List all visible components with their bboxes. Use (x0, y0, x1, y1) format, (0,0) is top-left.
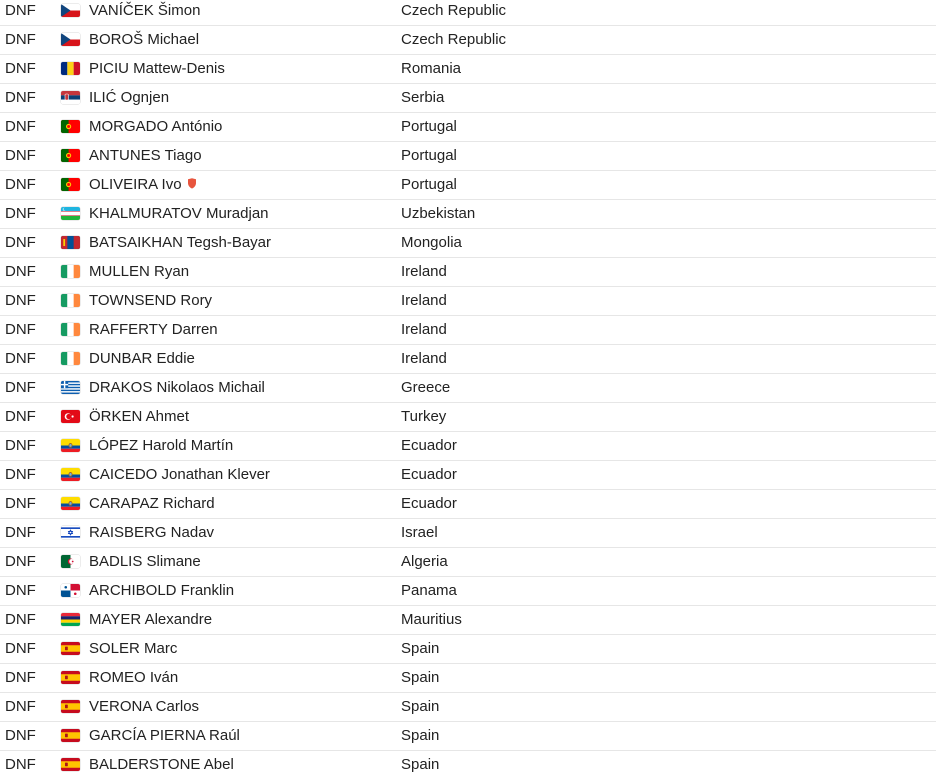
rider-name-link[interactable] (89, 345, 195, 373)
rank-cell: DNF (5, 756, 36, 773)
rank-cell: DNF (5, 147, 36, 164)
rider-name[interactable]: SOLER Marc (89, 640, 178, 657)
table-row (0, 751, 936, 773)
rider-name-link[interactable] (89, 751, 234, 773)
flag-rs-icon (61, 91, 80, 104)
country-cell: Ireland (401, 263, 447, 280)
rank-cell: DNF (5, 321, 36, 338)
flag-pt-icon (61, 178, 80, 191)
country-cell: Ecuador (401, 437, 457, 454)
rider-name-link[interactable] (89, 722, 240, 750)
table-row (0, 519, 936, 548)
flag-dz-icon (61, 555, 80, 568)
flag-ro-icon (61, 62, 80, 75)
country-cell: Uzbekistan (401, 205, 476, 222)
table-row (0, 577, 936, 606)
rider-name[interactable]: MORGADO António (89, 118, 223, 135)
rank-cell: DNF (5, 669, 36, 686)
rider-name[interactable]: CAICEDO Jonathan Klever (89, 466, 270, 483)
flag-es-icon (61, 671, 80, 684)
rider-name[interactable]: BOROŠ Michael (89, 31, 200, 48)
flag-ec-icon (61, 439, 80, 452)
rider-name-link[interactable] (89, 461, 270, 489)
rider-name[interactable]: VERONA Carlos (89, 698, 200, 715)
table-row (0, 403, 936, 432)
table-row (0, 490, 936, 519)
table-row (0, 345, 936, 374)
rider-name-link[interactable] (89, 374, 265, 402)
country-cell: Spain (401, 698, 440, 715)
country-cell: Czech Republic (401, 2, 507, 19)
rider-name-link[interactable] (89, 287, 212, 315)
rank-cell: DNF (5, 263, 36, 280)
flag-es-icon (61, 700, 80, 713)
rider-name-link[interactable] (89, 200, 269, 228)
rider-name-link[interactable] (89, 606, 212, 634)
rider-name[interactable]: KHALMURATOV Muradjan (89, 205, 269, 222)
flag-pa-icon (61, 584, 80, 597)
rider-name-link[interactable] (89, 432, 233, 460)
flag-mu-icon (61, 613, 80, 626)
table-row (0, 635, 936, 664)
rider-name-link[interactable] (89, 55, 225, 83)
country-cell: Romania (401, 60, 462, 77)
flag-es-icon (61, 642, 80, 655)
table-row (0, 258, 936, 287)
country-cell: Mauritius (401, 611, 462, 628)
rider-name[interactable]: ARCHIBOLD Franklin (89, 582, 235, 599)
table-row (0, 374, 936, 403)
country-cell: Spain (401, 727, 440, 744)
rider-name-link[interactable] (89, 84, 169, 112)
flag-uz-icon (61, 207, 80, 220)
table-row (0, 55, 936, 84)
country-cell: Spain (401, 640, 440, 657)
country-cell: Mongolia (401, 234, 462, 251)
flag-ie-icon (61, 352, 80, 365)
rider-name-link[interactable] (89, 229, 271, 257)
rider-name[interactable]: TOWNSEND Rory (89, 292, 213, 309)
rider-name[interactable]: ANTUNES Tiago (89, 147, 202, 164)
rank-cell: DNF (5, 176, 36, 193)
shield-icon (187, 178, 197, 189)
country-cell: Serbia (401, 89, 445, 106)
flag-pt-icon (61, 120, 80, 133)
rank-cell: DNF (5, 205, 36, 222)
rider-name-link[interactable] (89, 316, 218, 344)
table-row (0, 693, 936, 722)
table-row (0, 113, 936, 142)
rank-cell: DNF (5, 495, 36, 512)
rider-name-link[interactable] (89, 142, 202, 170)
rank-cell: DNF (5, 611, 36, 628)
rank-cell: DNF (5, 437, 36, 454)
rider-name[interactable]: RAFFERTY Darren (89, 321, 218, 338)
table-row (0, 664, 936, 693)
rider-name-link[interactable] (89, 490, 215, 518)
rank-cell: DNF (5, 553, 36, 570)
flag-mn-icon (61, 236, 80, 249)
rider-name[interactable]: GARCÍA PIERNA Raúl (89, 727, 240, 744)
rider-name[interactable]: DRAKOS Nikolaos Michail (89, 379, 265, 396)
table-row (0, 316, 936, 345)
rank-cell: DNF (5, 524, 36, 541)
rank-cell: DNF (5, 640, 36, 657)
country-cell: Ireland (401, 321, 447, 338)
country-cell: Portugal (401, 118, 457, 135)
country-cell: Spain (401, 756, 440, 773)
rider-name-link[interactable] (89, 171, 197, 199)
rider-name[interactable]: CARAPAZ Richard (89, 495, 215, 512)
flag-ie-icon (61, 265, 80, 278)
rider-name[interactable]: OLIVEIRA Ivo (89, 176, 182, 193)
rider-name-link[interactable] (89, 548, 201, 576)
table-row (0, 606, 936, 635)
country-cell: Portugal (401, 147, 457, 164)
flag-cz-icon (61, 33, 80, 46)
rider-name-link[interactable] (89, 519, 214, 547)
rank-cell: DNF (5, 2, 36, 19)
flag-pt-icon (61, 149, 80, 162)
table-row (0, 432, 936, 461)
country-cell: Israel (401, 524, 438, 541)
rider-name[interactable]: BALDERSTONE Abel (89, 756, 234, 773)
rider-name[interactable]: ÖRKEN Ahmet (89, 408, 190, 425)
rider-name-link[interactable] (89, 113, 222, 141)
rider-name-link[interactable] (89, 0, 200, 25)
table-row (0, 84, 936, 113)
country-cell: Ireland (401, 292, 447, 309)
flag-gr-icon (61, 381, 80, 394)
rank-cell: DNF (5, 727, 36, 744)
flag-ie-icon (61, 294, 80, 307)
table-row (0, 287, 936, 316)
rank-cell: DNF (5, 31, 36, 48)
table-row (0, 142, 936, 171)
flag-tr-icon (61, 410, 80, 423)
country-cell: Portugal (401, 176, 457, 193)
rider-name-link[interactable] (89, 635, 177, 663)
table-row (0, 26, 936, 55)
rank-cell: DNF (5, 350, 36, 367)
table-row (0, 722, 936, 751)
country-cell: Ecuador (401, 495, 457, 512)
table-row (0, 229, 936, 258)
rank-cell: DNF (5, 234, 36, 251)
rider-name-link[interactable] (89, 577, 234, 605)
rider-name[interactable]: ILIĆ Ognjen (89, 89, 170, 106)
country-cell: Spain (401, 669, 440, 686)
rank-cell: DNF (5, 466, 36, 483)
rider-name[interactable]: VANÍČEK Šimon (89, 2, 201, 19)
rider-name-link[interactable] (89, 258, 189, 286)
rider-name[interactable]: MULLEN Ryan (89, 263, 190, 280)
rider-name[interactable]: RAISBERG Nadav (89, 524, 215, 541)
flag-ie-icon (61, 323, 80, 336)
table-row (0, 548, 936, 577)
flag-il-icon (61, 526, 80, 539)
rider-name[interactable]: ROMEO Iván (89, 669, 179, 686)
rank-cell: DNF (5, 379, 36, 396)
flag-cz-icon (61, 4, 80, 17)
country-cell: Czech Republic (401, 31, 507, 48)
rank-cell: DNF (5, 698, 36, 715)
table-row (0, 0, 936, 26)
country-cell: Ireland (401, 350, 447, 367)
rider-name[interactable]: BADLIS Slimane (89, 553, 201, 570)
rank-cell: DNF (5, 582, 36, 599)
rider-name-link[interactable] (89, 26, 199, 54)
flag-es-icon (61, 729, 80, 742)
country-cell: Ecuador (401, 466, 457, 483)
flag-ec-icon (61, 468, 80, 481)
rider-name-link[interactable] (89, 693, 199, 721)
rider-name-link[interactable] (89, 664, 178, 692)
rank-cell: DNF (5, 60, 36, 77)
rider-name-link[interactable] (89, 403, 189, 431)
rider-name[interactable]: LÓPEZ Harold Martín (89, 437, 234, 454)
rider-name[interactable]: BATSAIKHAN Tegsh-Bayar (89, 234, 272, 251)
table-row (0, 461, 936, 490)
rider-name[interactable]: DUNBAR Eddie (89, 350, 195, 367)
flag-ec-icon (61, 497, 80, 510)
rank-cell: DNF (5, 292, 36, 309)
rank-cell: DNF (5, 408, 36, 425)
rank-cell: DNF (5, 118, 36, 135)
country-cell: Algeria (401, 553, 448, 570)
table-row (0, 200, 936, 229)
country-cell: Greece (401, 379, 451, 396)
rider-name[interactable]: MAYER Alexandre (89, 611, 213, 628)
rank-cell: DNF (5, 89, 36, 106)
flag-es-icon (61, 758, 80, 771)
rider-name[interactable]: PICIU Mattew-Denis (89, 60, 225, 77)
country-cell: Panama (401, 582, 457, 599)
table-row (0, 171, 936, 200)
country-cell: Turkey (401, 408, 447, 425)
